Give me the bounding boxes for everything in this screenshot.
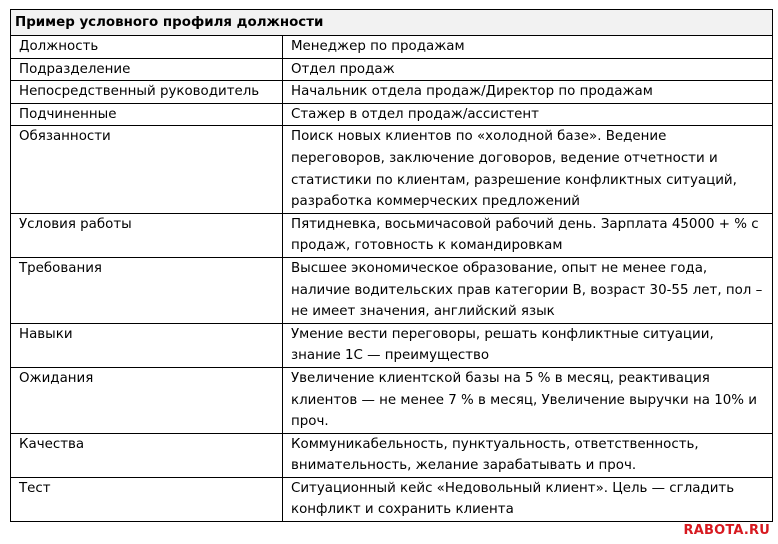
row-label-qualities: Качества — [11, 433, 283, 477]
row-value-duties: Поиск новых клиентов по «холодной базе». Ведение переговоров, заключение договоров, ведение отчетности и статистики по клиентам, разрешение конфликтных ситуаций, разработка коммерческих предложений — [283, 126, 773, 213]
row-value-test: Ситуационный кейс «Недовольный клиент». Цель — сгладить конфликт и сохранить клиента — [283, 477, 773, 521]
row-label-skills: Навыки — [11, 323, 283, 367]
table-row — [11, 58, 773, 81]
row-value-requirements: Высшее экономическое образование, опыт не менее года, наличие водительских прав категории В, возраст 30-55 лет, пол – не имеет значения, английский язык — [283, 257, 773, 323]
row-label-requirements: Требования — [11, 257, 283, 323]
row-value-expectations: Увеличение клиентской базы на 5 % в месяц, реактивация клиентов — не менее 7 % в месяц, Увеличение выручки на 10% и проч. — [283, 367, 773, 433]
table-row — [11, 36, 773, 59]
row-label-position: Должность — [11, 36, 283, 59]
row-label-expectations: Ожидания — [11, 367, 283, 433]
table-title: Пример условного профиля должности — [11, 10, 773, 36]
row-label-manager: Непосредственный руководитель — [11, 81, 283, 104]
row-label-duties: Обязанности — [11, 126, 283, 213]
row-label-department: Подразделение — [11, 58, 283, 81]
row-value-department: Отдел продаж — [283, 58, 773, 81]
table-row — [11, 257, 773, 323]
row-value-qualities: Коммуникабельность, пунктуальность, ответственность, внимательность, желание зарабатывать и проч. — [283, 433, 773, 477]
row-label-test: Тест — [11, 477, 283, 521]
table-row — [11, 103, 773, 126]
job-profile-table — [10, 9, 773, 522]
table-row — [11, 433, 773, 477]
table-row — [11, 81, 773, 104]
row-value-skills: Умение вести переговоры, решать конфликтные ситуации, знание 1С — преимущество — [283, 323, 773, 367]
table-row — [11, 367, 773, 433]
table-row — [11, 126, 773, 213]
table-row — [11, 213, 773, 257]
row-value-position: Менеджер по продажам — [283, 36, 773, 59]
row-value-subordinates: Стажер в отдел продаж/ассистент — [283, 103, 773, 126]
row-value-manager: Начальник отдела продаж/Директор по продажам — [283, 81, 773, 104]
rabota-watermark: RABOTA.RU — [683, 523, 770, 538]
row-label-conditions: Условия работы — [11, 213, 283, 257]
table-row — [11, 323, 773, 367]
table-title-row — [11, 10, 773, 36]
row-value-conditions: Пятидневка, восьмичасовой рабочий день. Зарплата 45000 + % с продаж, готовность к командировкам — [283, 213, 773, 257]
table-row — [11, 477, 773, 521]
row-label-subordinates: Подчиненные — [11, 103, 283, 126]
